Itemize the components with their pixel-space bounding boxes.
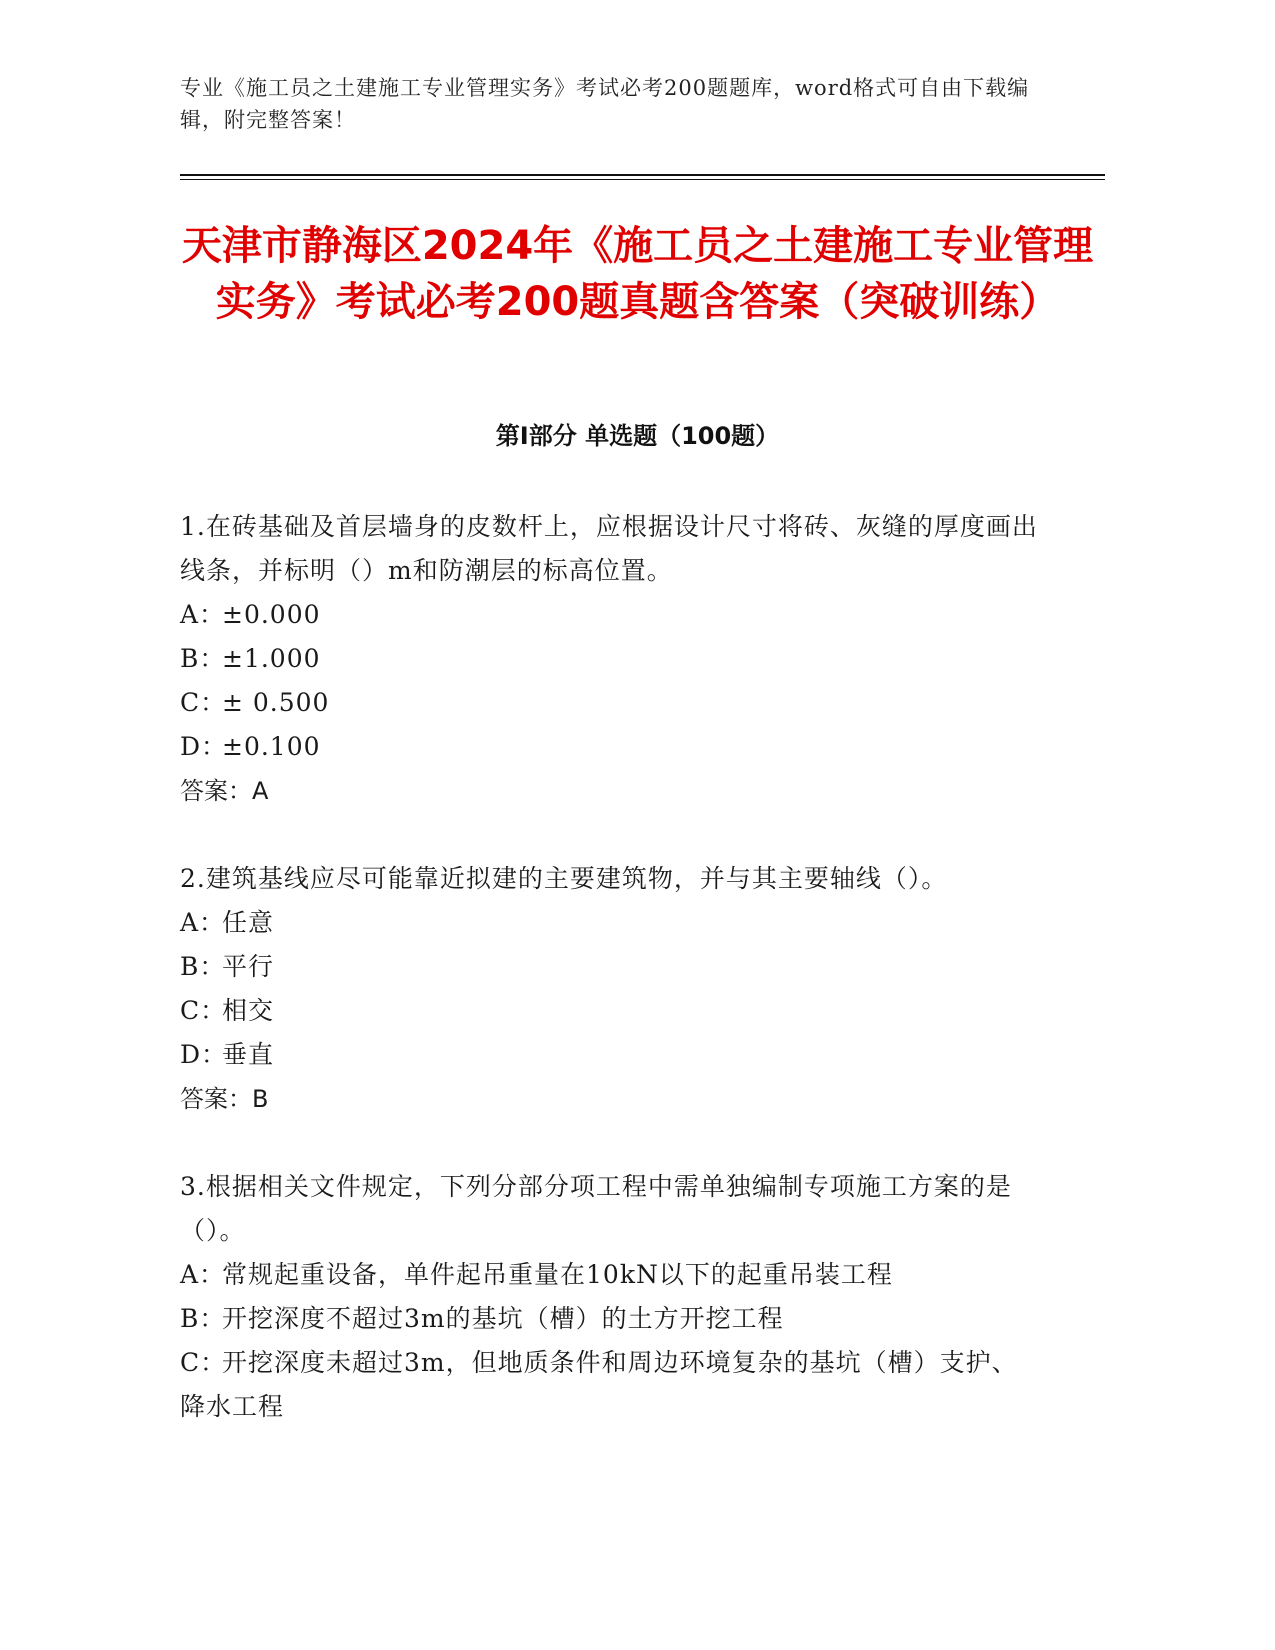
option-label: A： (180, 908, 226, 937)
option-b (180, 637, 1040, 681)
option-text: ± 0.500 (222, 688, 330, 717)
question-list (180, 505, 1040, 1473)
option-label: A： (180, 600, 226, 629)
option-c (180, 681, 1040, 725)
header-divider-thin (180, 179, 1105, 180)
option-label: C： (180, 996, 227, 1025)
option-label: B： (180, 952, 226, 981)
option-text: ±0.100 (222, 732, 321, 761)
question-3 (180, 1165, 1040, 1429)
option-text: 垂直 (222, 1040, 275, 1069)
option-label: D： (180, 1040, 228, 1069)
option-label: C： (180, 688, 227, 717)
option-label: B： (180, 1304, 226, 1333)
header-note: 专业《施工员之土建施工专业管理实务》考试必考200题题库，word格式可自由下载编辑，附完整答案！ (180, 76, 1030, 132)
option-text: 相交 (222, 996, 275, 1025)
option-d (180, 725, 1040, 769)
option-text: 任意 (222, 908, 275, 937)
question-text: 1.在砖基础及首层墙身的皮数杆上，应根据设计尺寸将砖、灰缝的厚度画出线条，并标明（）m和防潮层的标高位置。 (180, 512, 1038, 585)
option-a (180, 1253, 1040, 1297)
option-text: 平行 (222, 952, 275, 981)
option-b (180, 945, 1040, 989)
option-text: 开挖深度未超过3m，但地质条件和周边环境复杂的基坑（槽）支护、降水工程 (180, 1348, 1018, 1421)
section-heading: 第Ⅰ部分 单选题（100题） (495, 422, 780, 450)
option-a (180, 593, 1040, 637)
option-text: 开挖深度不超过3m的基坑（槽）的土方开挖工程 (222, 1304, 784, 1333)
option-d (180, 1033, 1040, 1077)
option-label: A： (180, 1260, 226, 1289)
document-title: 天津市静海区2024年《施工员之土建施工专业管理实务》考试必考200题真题含答案（突破训练） (181, 223, 1094, 325)
question-1 (180, 505, 1040, 813)
option-c (180, 1341, 1040, 1429)
option-a (180, 901, 1040, 945)
option-label: C： (180, 1348, 227, 1377)
option-text: 常规起重设备，单件起吊重量在10kN以下的起重吊装工程 (222, 1260, 893, 1289)
option-text: ±1.000 (222, 644, 321, 673)
question-text: 3.根据相关文件规定，下列分部分项工程中需单独编制专项施工方案的是（）。 (180, 1172, 1012, 1245)
answer-line: 答案：B (180, 1085, 269, 1113)
question-text: 2.建筑基线应尽可能靠近拟建的主要建筑物，并与其主要轴线（）。 (180, 864, 948, 893)
answer-line: 答案：A (180, 777, 269, 805)
option-b (180, 1297, 1040, 1341)
option-label: D： (180, 732, 228, 761)
option-c (180, 989, 1040, 1033)
option-label: B： (180, 644, 226, 673)
question-2 (180, 857, 1040, 1121)
header-divider-thick (180, 174, 1105, 176)
option-text: ±0.000 (222, 600, 321, 629)
